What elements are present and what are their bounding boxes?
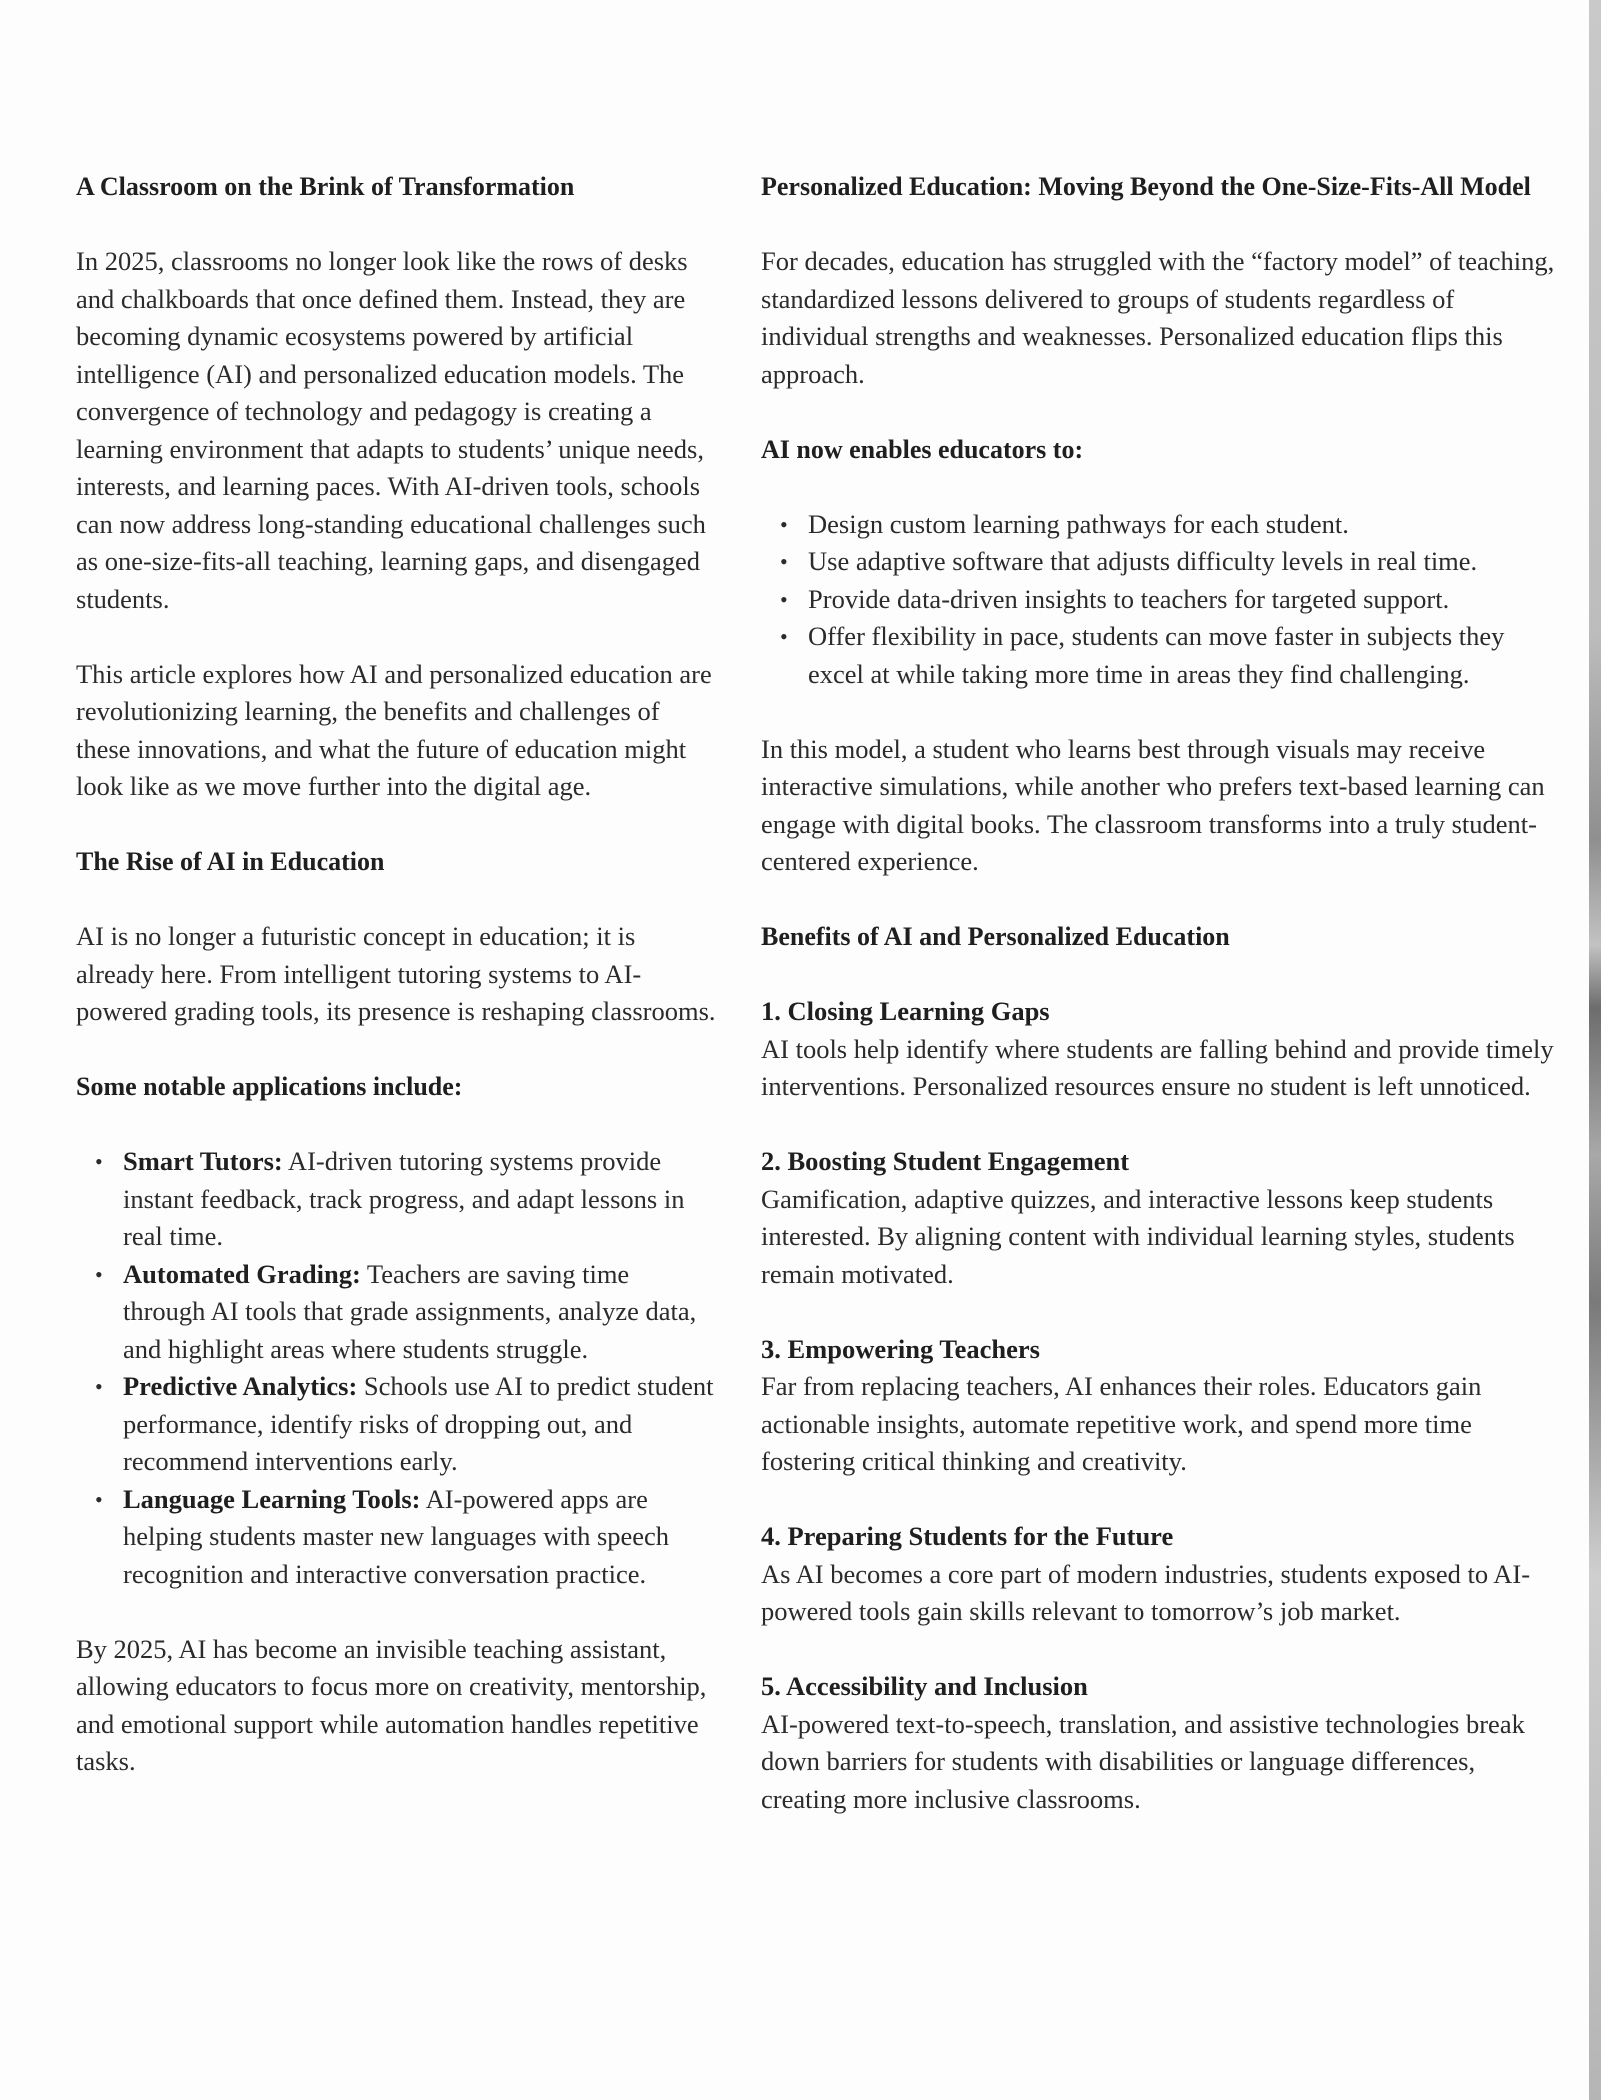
list-item: • Use adaptive software that adjusts difficulty levels in real time. xyxy=(808,543,1561,581)
benefit-title: 4. Preparing Students for the Future xyxy=(761,1521,1174,1551)
list-item: • Offer flexibility in pace, students can move faster in subjects they excel at while taking more time in areas they find challenging. xyxy=(808,618,1561,693)
list-item-text: AI-driven tutoring systems provide instant feedback, track progress, and adapt lessons in real time. xyxy=(123,1146,685,1251)
factory-model-paragraph: For decades, education has struggled with the “factory model” of teaching, standardized lessons delivered to groups of students regardless of individual strengths and weaknesses. Personalized education flips this approach. xyxy=(761,246,1555,389)
benefit-empowering-teachers xyxy=(761,1331,1561,1481)
list-item-lead: Language Learning Tools: xyxy=(123,1483,421,1514)
benefit-preparing-future xyxy=(761,1518,1561,1631)
section-heading-benefits: Benefits of AI and Personalized Education xyxy=(761,922,1230,951)
closing-paragraph: By 2025, AI has become an invisible teaching assistant, allowing educators to focus more on creativity, mentorship, and emotional support while automation handles repetitive tasks. xyxy=(76,1633,707,1776)
page-edge-shadow xyxy=(1589,0,1601,2100)
enables-heading: AI now enables educators to: xyxy=(761,434,1084,464)
intro-paragraph: In 2025, classrooms no longer look like the rows of desks and chalkboards that once defined them. Instead, they are becoming dynamic ecosystems powered by artificial intelligence (AI) and personalized education models. The convergence of technology and pedagogy is creating a learning environment that adapts to students’ unique needs, interests, and learning paces. With AI-driven tools, schools can now address long-standing educational challenges such as one-size-fits-all teaching, learning gaps, and disengaged students. xyxy=(76,246,706,614)
applications-list xyxy=(76,1143,716,1593)
list-item-text: Teachers are saving time through AI tools that grade assignments, analyze data, and highlight areas where students struggle. xyxy=(123,1258,697,1364)
list-item: • Provide data-driven insights to teachers for targeted support. xyxy=(808,581,1561,619)
model-example-paragraph: In this model, a student who learns best through visuals may receive interactive simulations, while another who prefers text-based learning can engage with digital books. The classroom transforms into a truly student-centered experience. xyxy=(761,733,1545,876)
benefit-closing-gaps xyxy=(761,993,1561,1106)
left-column xyxy=(76,168,716,1818)
section-heading-personalized-education: Personalized Education: Moving Beyond the One-Size-Fits-All Model xyxy=(761,172,1531,201)
benefit-title: 5. Accessibility and Inclusion xyxy=(761,1671,1088,1701)
list-item-text: Schools use AI to predict student performance, identify risks of dropping out, and recommend interventions early. xyxy=(123,1371,714,1476)
benefit-text: Gamification, adaptive quizzes, and interactive lessons keep students interested. By aligning content with individual learning styles, students remain motivated. xyxy=(761,1183,1515,1289)
list-item xyxy=(123,1368,716,1481)
benefit-engagement xyxy=(761,1143,1561,1293)
benefit-text: As AI becomes a core part of modern industries, students exposed to AI-powered tools gain skills relevant to tomorrow’s job market. xyxy=(761,1558,1531,1626)
benefit-title: 3. Empowering Teachers xyxy=(761,1333,1040,1364)
benefit-text: AI tools help identify where students are falling behind and provide timely interventions. Personalized resources ensure no student is left unnoticed. xyxy=(761,1033,1554,1101)
article-overview-paragraph: This article explores how AI and personalized education are revolutionizing learning, the benefits and challenges of these innovations, and what the future of education might look like as we move further into the digital age. xyxy=(76,658,712,801)
benefit-title: 1. Closing Learning Gaps xyxy=(761,996,1050,1026)
benefit-text: Far from replacing teachers, AI enhances their roles. Educators gain actionable insights, automate repetitive work, and spend more time fostering critical thinking and creativity. xyxy=(761,1371,1482,1476)
applications-heading: Some notable applications include: xyxy=(76,1072,463,1101)
list-item-lead: Predictive Analytics: xyxy=(123,1371,358,1401)
benefit-text: AI-powered text-to-speech, translation, and assistive technologies break down barriers for students with disabilities or language differences, creating more inclusive classrooms. xyxy=(761,1708,1525,1814)
list-item-text: AI-powered apps are helping students master new languages with speech recognition and interactive conversation practice. xyxy=(123,1483,670,1589)
section-heading-transformation: A Classroom on the Brink of Transformation xyxy=(76,172,575,201)
right-column xyxy=(761,168,1561,1856)
list-item xyxy=(123,1256,716,1369)
list-item-lead: Smart Tutors: xyxy=(123,1146,283,1176)
rise-of-ai-paragraph: AI is no longer a futuristic concept in education; it is already here. From intelligent tutoring systems to AI-powered grading tools, its presence is reshaping classrooms. xyxy=(76,921,716,1026)
section-heading-rise-of-ai: The Rise of AI in Education xyxy=(76,847,385,876)
benefit-title: 2. Boosting Student Engagement xyxy=(761,1146,1130,1176)
list-item xyxy=(123,1481,716,1594)
benefit-accessibility xyxy=(761,1668,1561,1818)
enables-list xyxy=(761,506,1561,694)
list-item: • Design custom learning pathways for each student. xyxy=(808,506,1561,544)
list-item xyxy=(123,1143,716,1256)
list-item-lead: Automated Grading: xyxy=(123,1258,361,1289)
